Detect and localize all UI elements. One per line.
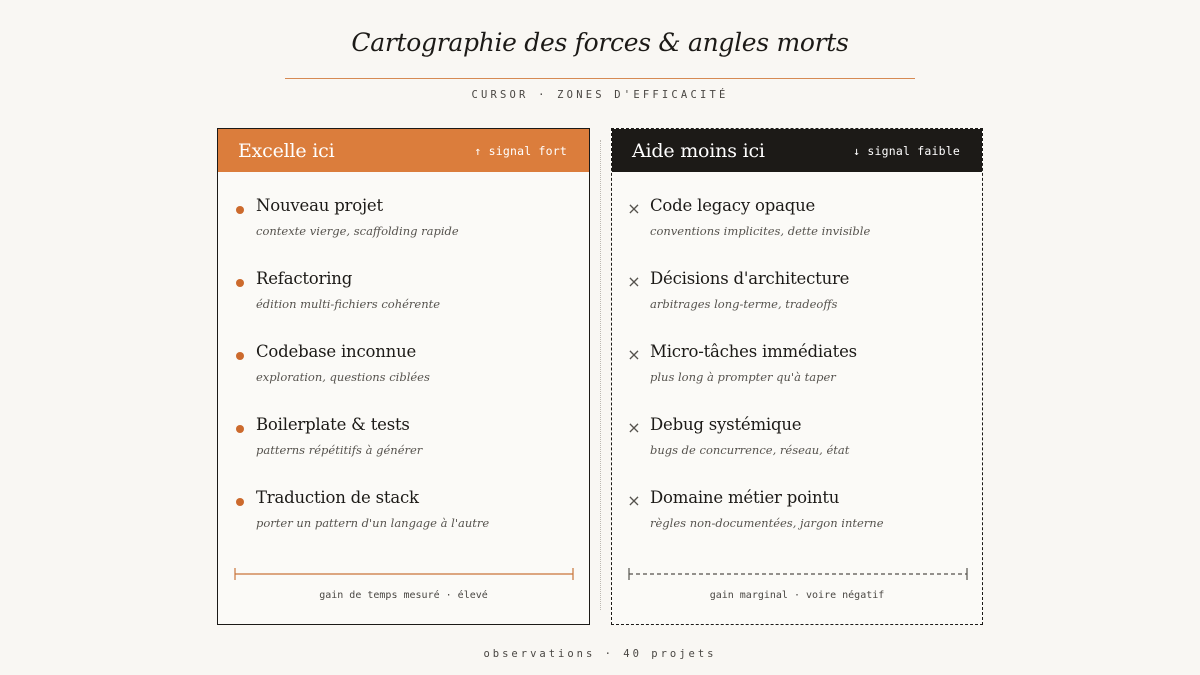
dot-icon	[236, 206, 244, 214]
list-item	[218, 488, 589, 564]
item-title: Traduction de stack	[256, 488, 419, 507]
strengths-list	[218, 196, 589, 564]
item-title: Codebase inconnue	[256, 342, 417, 361]
item-description: édition multi-fichiers cohérente	[256, 297, 441, 311]
list-item	[612, 196, 982, 272]
item-description: porter un pattern d'un langage à l'autre	[256, 516, 490, 530]
item-description: exploration, questions ciblées	[256, 370, 430, 384]
list-item	[218, 269, 589, 345]
strong-signal-label: ↑ signal fort	[474, 143, 567, 158]
center-divider	[600, 140, 601, 610]
list-item	[612, 342, 982, 418]
cross-icon: ×	[627, 272, 641, 291]
item-description: contexte vierge, scaffolding rapide	[256, 224, 459, 238]
weaknesses-list	[612, 196, 982, 564]
weak-signal-label: ↓ signal faible	[853, 143, 960, 158]
item-title: Nouveau projet	[256, 196, 383, 215]
list-item	[612, 269, 982, 345]
item-description: conventions implicites, dette invisible	[650, 224, 871, 238]
item-title: Décisions d'architecture	[650, 269, 850, 288]
weaknesses-panel	[611, 128, 983, 625]
cross-icon: ×	[627, 345, 641, 364]
item-description: règles non-documentées, jargon interne	[650, 516, 884, 530]
page-subtitle: CURSOR · ZONES D'EFFICACITÉ	[471, 89, 729, 101]
item-description: patterns répétitifs à générer	[256, 443, 423, 457]
cross-icon: ×	[627, 199, 641, 218]
footer-note: observations · 40 projets	[483, 648, 717, 660]
list-item	[612, 415, 982, 491]
title-divider	[285, 78, 915, 79]
item-title: Domaine métier pointu	[650, 488, 840, 507]
weaknesses-heading: Aide moins ici	[632, 139, 765, 162]
item-title: Code legacy opaque	[650, 196, 816, 215]
item-description: arbitrages long-terme, tradeoffs	[650, 297, 838, 311]
dot-icon	[236, 425, 244, 433]
list-item	[218, 415, 589, 491]
item-title: Refactoring	[256, 269, 353, 288]
page-title: Cartographie des forces & angles morts	[351, 28, 849, 57]
strengths-heading: Excelle ici	[238, 139, 335, 162]
item-description: bugs de concurrence, réseau, état	[650, 443, 850, 457]
list-item	[612, 488, 982, 564]
cross-icon: ×	[627, 418, 641, 437]
strengths-scale-caption: gain de temps mesuré · élevé	[319, 590, 488, 601]
cross-icon: ×	[627, 491, 641, 510]
item-title: Boilerplate & tests	[256, 415, 410, 434]
item-title: Debug systémique	[650, 415, 802, 434]
list-item	[218, 196, 589, 272]
list-item	[218, 342, 589, 418]
marginal-gain-scale	[628, 567, 966, 581]
item-title: Micro-tâches immédiates	[650, 342, 857, 361]
weaknesses-header	[612, 129, 982, 172]
strengths-header	[218, 129, 589, 172]
strengths-panel	[217, 128, 590, 625]
dot-icon	[236, 498, 244, 506]
item-description: plus long à prompter qu'à taper	[650, 370, 836, 384]
high-gain-scale	[234, 567, 573, 581]
dot-icon	[236, 352, 244, 360]
weaknesses-scale-caption: gain marginal · voire négatif	[709, 590, 885, 601]
dot-icon	[236, 279, 244, 287]
